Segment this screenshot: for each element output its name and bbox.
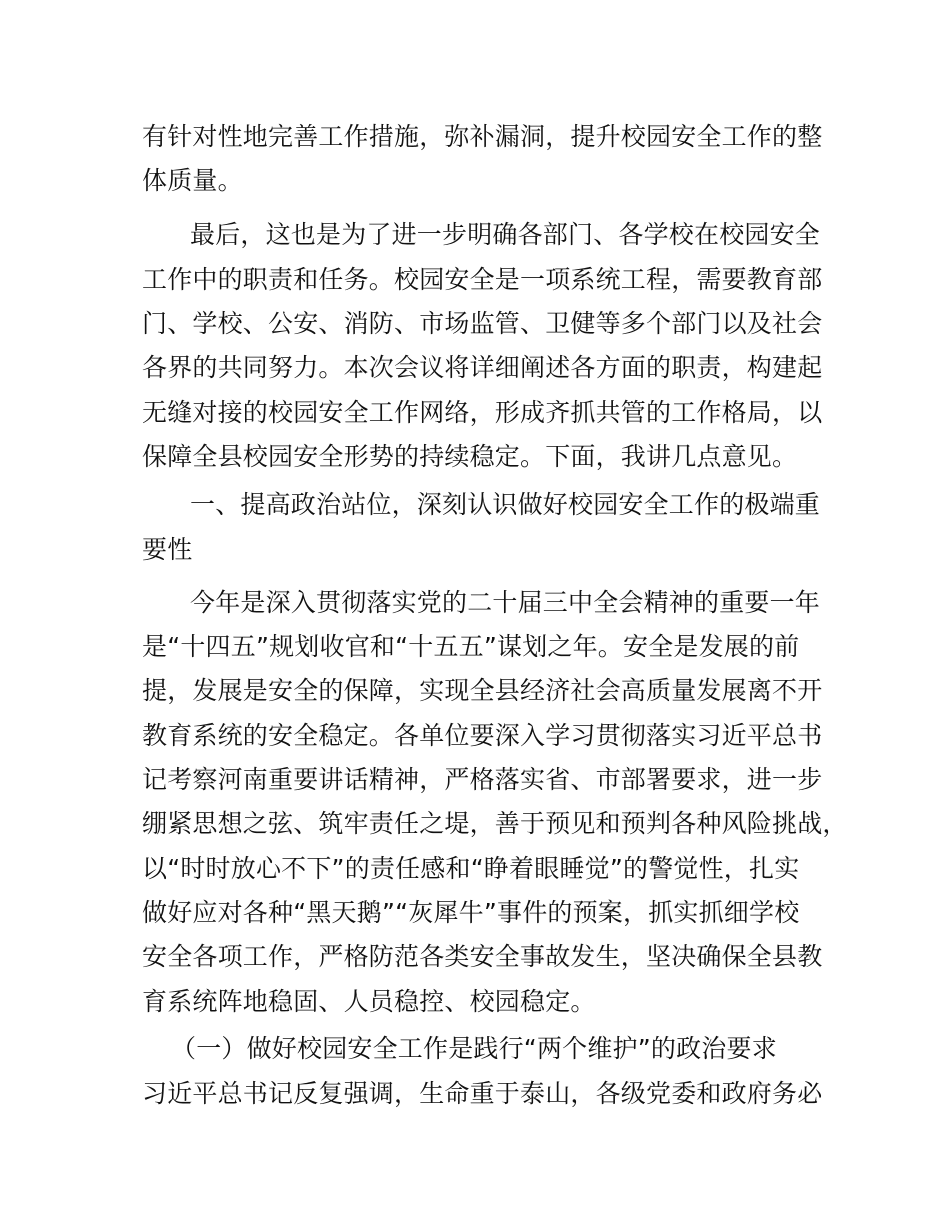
paragraph-start-line: 今年是深入贯彻落实党的二十届三中全会精神的重要一年 [190, 588, 821, 617]
text-line: 是“十四五”规划收官和“十五五”谋划之年。安全是发展的前 [142, 632, 800, 661]
text-line: 记考察河南重要讲话精神，严格落实省、市部署要求，进一步 [142, 765, 823, 794]
section-heading-line: 要性 [142, 535, 193, 564]
text-line: 教育系统的安全稳定。各单位要深入学习贯彻落实习近平总书 [142, 721, 823, 750]
text-line: 保障全县校园安全形势的持续稳定。下面，我讲几点意见。 [142, 442, 798, 471]
text-line: 各界的共同努力。本次会议将详细阐述各方面的职责，构建起 [142, 353, 823, 382]
text-line: 育系统阵地稳固、人员稳控、校园稳定。 [142, 987, 596, 1016]
text-line: 提，发展是安全的保障，实现全县经济社会高质量发展离不开 [142, 676, 823, 705]
paragraph-start-line: 最后，这也是为了进一步明确各部门、各学校在校园安全 [190, 220, 821, 249]
section-heading-line: 一、提高政治站位，深刻认识做好校园安全工作的极端重 [190, 490, 821, 519]
text-line: 工作中的职责和任务。校园安全是一项系统工程，需要教育部 [142, 265, 823, 294]
text-line: 无缝对接的校园安全工作网络，形成齐抓共管的工作格局，以 [142, 398, 823, 427]
text-line: 门、学校、公安、消防、市场监管、卫健等多个部门以及社会 [142, 309, 823, 338]
text-line: 体质量。 [142, 166, 243, 195]
text-line: 以“时时放心不下”的责任感和“睁着眼睡觉”的警觉性，扎实 [142, 854, 800, 883]
text-line: 习近平总书记反复强调，生命重于泰山，各级党委和政府务必 [142, 1079, 823, 1108]
text-line: 安全各项工作，严格防范各类安全事故发生，坚决确保全县教 [142, 942, 823, 971]
subsection-heading-line: （一）做好校园安全工作是践行“两个维护”的政治要求 [171, 1034, 777, 1063]
text-line: 有针对性地完善工作措施，弥补漏洞，提升校园安全工作的整 [142, 122, 823, 151]
text-line: 绷紧思想之弦、筑牢责任之堤，善于预见和预判各种风险挑战， [142, 809, 848, 838]
text-line: 做好应对各种“黑天鹅”“灰犀牛”事件的预案，抓实抓细学校 [142, 898, 800, 927]
